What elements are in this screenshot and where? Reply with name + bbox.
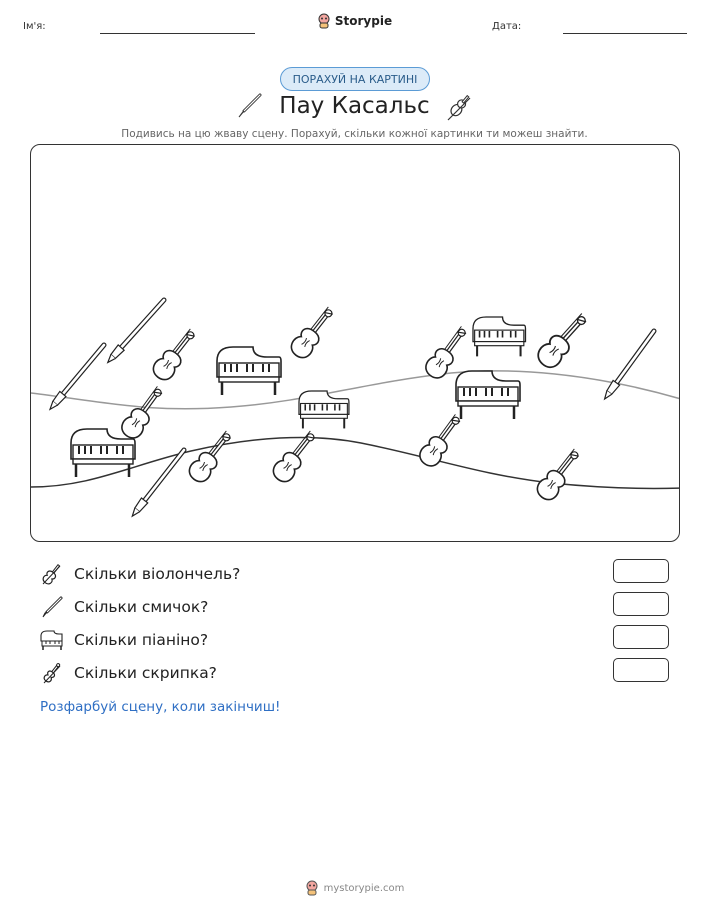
question-text: Скільки скрипка? xyxy=(74,664,217,682)
answer-box-piano[interactable] xyxy=(613,625,669,649)
brand-name: Storypie xyxy=(334,14,393,28)
counting-scene[interactable] xyxy=(30,144,680,542)
cello-icon xyxy=(40,562,64,586)
violin-2 xyxy=(287,303,339,362)
instructions: Подивись на цю жваву сцену. Порахуй, скільки кожної картинки ти можеш знайти. xyxy=(121,128,588,140)
question-cello xyxy=(40,561,240,587)
bow-2 xyxy=(105,297,167,365)
violin-7 xyxy=(269,427,321,486)
piano-3 xyxy=(456,371,520,419)
violin-icon xyxy=(40,661,64,685)
storypie-mascot-icon xyxy=(317,13,331,29)
question-violin xyxy=(40,660,217,686)
name-line[interactable] xyxy=(100,33,255,34)
piano-2 xyxy=(473,317,525,356)
bow-4 xyxy=(129,448,187,519)
violin-5 xyxy=(118,383,169,442)
answer-box-cello[interactable] xyxy=(613,559,669,583)
activity-badge: ПОРАХУЙ НА КАРТИНІ xyxy=(280,67,430,91)
page-title: Пау Касальс xyxy=(279,93,430,119)
storypie-mascot-icon xyxy=(305,880,319,896)
date-label: Дата: xyxy=(492,21,522,32)
question-text: Скільки піаніно? xyxy=(74,631,209,649)
answer-box-bow[interactable] xyxy=(613,592,669,616)
answer-box-violin[interactable] xyxy=(613,658,669,682)
scene-drawing xyxy=(31,145,680,542)
storypie-logo xyxy=(0,13,709,29)
piano-icon xyxy=(40,628,64,652)
name-label: Ім'я: xyxy=(23,21,46,32)
footer-url[interactable]: mystorypie.com xyxy=(323,882,405,894)
bow-icon xyxy=(40,595,64,619)
date-line[interactable] xyxy=(563,33,687,34)
violin-9 xyxy=(533,445,585,504)
violin-1 xyxy=(149,325,201,384)
question-bow xyxy=(40,594,208,620)
upper-wave-line xyxy=(31,371,680,409)
question-text: Скільки смичок? xyxy=(74,598,209,616)
violin-title-icon xyxy=(444,92,474,122)
piano-1 xyxy=(217,347,281,395)
violin-6 xyxy=(185,427,237,486)
piano-4 xyxy=(299,391,349,428)
violin-4 xyxy=(534,309,594,372)
coloring-note: Розфарбуй сцену, коли закінчиш! xyxy=(40,699,281,715)
question-piano xyxy=(40,627,208,653)
footer xyxy=(0,880,709,896)
question-text: Скільки віолончель? xyxy=(74,565,241,583)
